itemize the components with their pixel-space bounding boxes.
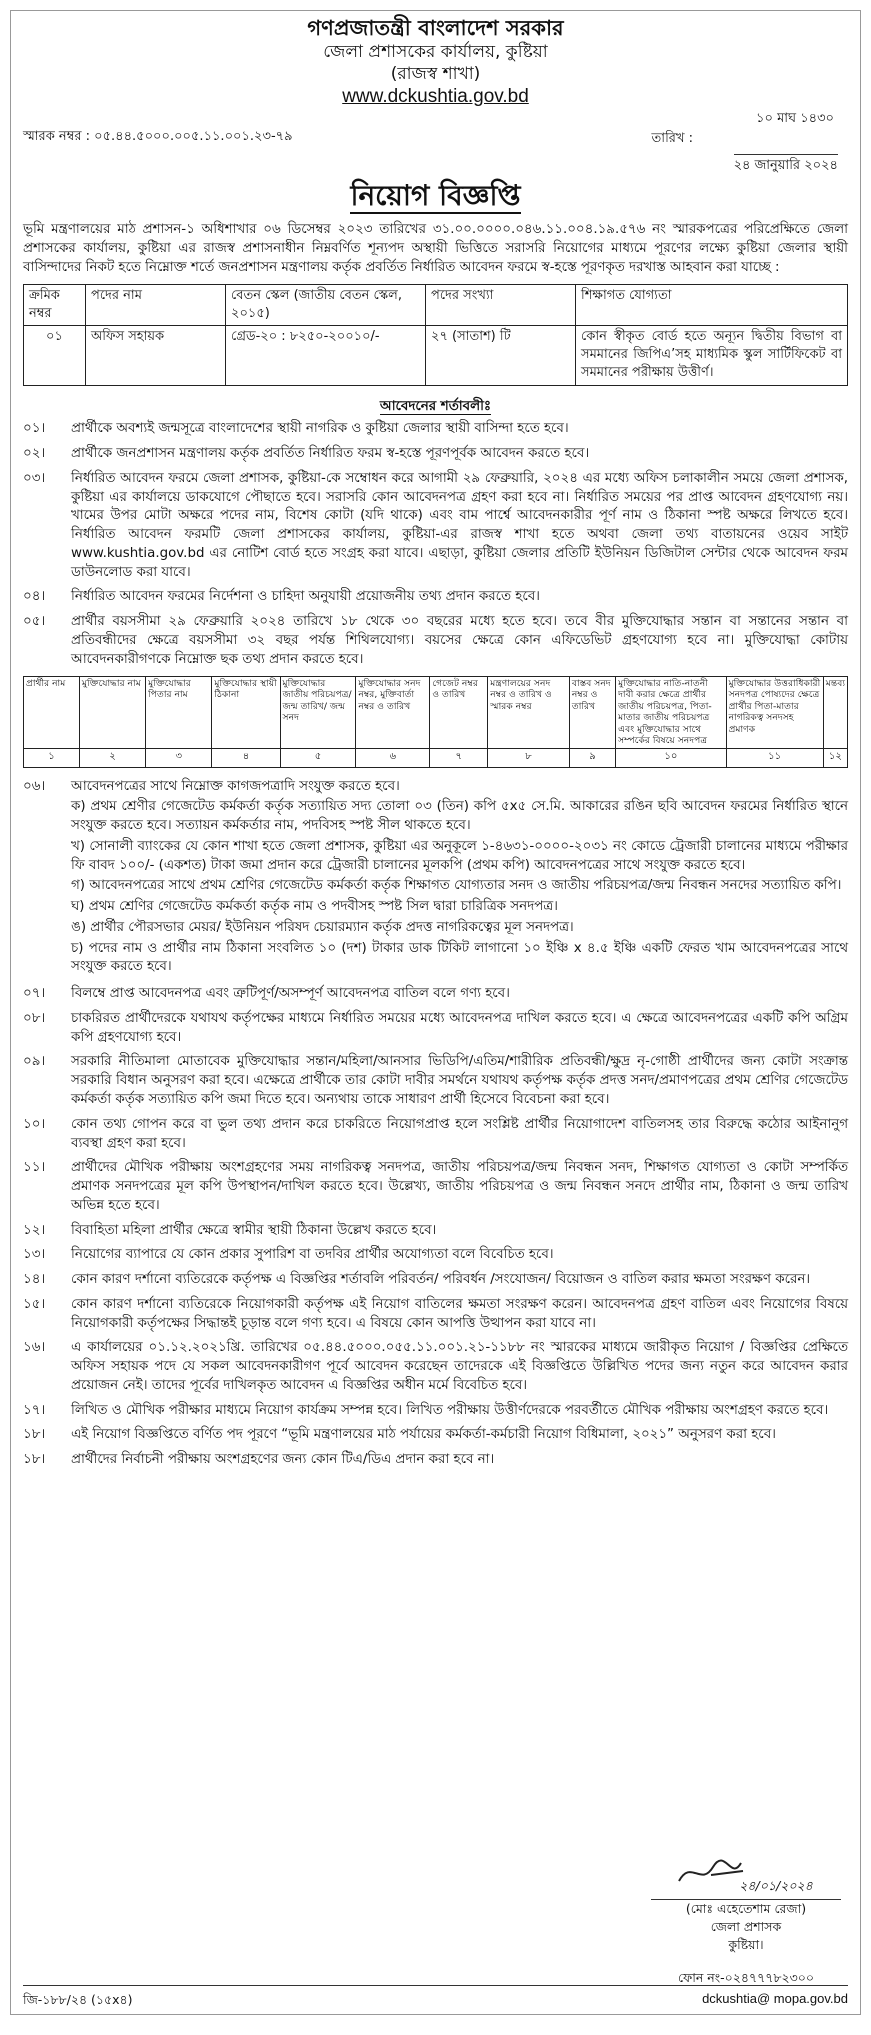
- condition-text: প্রার্থীকে অবশ্যই জন্মসূত্রে বাংলাদেশের স্থায়ী নাগরিক ও কুষ্টিয়া জেলার স্থায়ী বাসিন্দা হতে হবে।: [71, 421, 569, 437]
- post-table-row: [24, 325, 848, 385]
- document-requirement: খ) সোনালী ব্যাংকের যে কোন শাখা হতে জেলা প্রশাসক, কুষ্টিয়া এর অনুকূলে ১-৪৬৩১-০০০০-২০৩১ নং কোডে ট্রেজারী চালানের মাধ্যমে পরীক্ষার ফি বাবদ ১০০/- (একশত) টাকা জমা প্রদান করে ট্রেজারী চালানের মূলকপি (প্রথম কপি) আবেদনপত্রের সাথে সংযুক্ত করতে হবে।: [71, 838, 848, 873]
- condition-text: আবেদনপত্রের সাথে নিম্নোক্ত কাগজপত্রাদি সংযুক্ত করতে হবে।: [71, 778, 400, 794]
- condition-text: বিলম্বে প্রাপ্ত আবেদনপত্র এবং ত্রুটিপূর্ণ/অসম্পূর্ণ আবেদনপত্র বাতিল বলে গণ্য হবে।: [71, 986, 510, 1002]
- index-cell: ১০: [616, 748, 726, 767]
- header-cell: শিক্ষাগত যোগ্যতা: [576, 284, 848, 325]
- condition-item: [23, 588, 848, 607]
- info-header-cell: বাস্তব সনদ নম্বর ও তারিখ: [569, 676, 615, 748]
- condition-number: ০৩।: [23, 470, 46, 486]
- condition-item: [23, 1271, 848, 1290]
- bangla-date: ১০ মাঘ ১৪৩০: [756, 111, 834, 127]
- date-label: তারিখ :: [651, 131, 693, 147]
- qualification-cell: কোন স্বীকৃত বোর্ড হতে অন্যূন দ্বিতীয় বিভাগ বা সমমানের জিপিএ’সহ মাধ্যমিক স্কুল সার্টিফিকেট বা সমমানের পরীক্ষায় উত্তীর্ণ।: [576, 325, 848, 385]
- condition-text: নির্ধারিত আবেদন ফরমের নির্দেশনা ও চাহিদা অনুযায়ী প্রয়োজনীয় তথ্য প্রদান করতে হবে।: [71, 589, 540, 605]
- condition-text: চাকরিরত প্রার্থীদেরকে যথাযথ কর্তৃপক্ষের মাধ্যমে নির্ধারিত সময়ের মধ্যে আবেদনপত্র দাখিল করতে হবে। এ ক্ষেত্রে আবেদনপত্রের একটি কপি অগ্রিম কপি গ্রহণযোগ্য হবে।: [71, 1010, 848, 1045]
- index-cell: ১২: [823, 748, 847, 767]
- info-header-cell: মুক্তিযোদ্ধার জাতীয় পরিচয়পত্র/ জন্ম তারিখ/ জন্ম সনদ: [280, 676, 356, 748]
- signature-date: ২৪/০১/২০২৪: [739, 1878, 813, 1893]
- info-table-index-row: [24, 748, 848, 767]
- government-title: গণপ্রজাতন্ত্রী বাংলাদেশ সরকার: [307, 16, 564, 40]
- info-table-header: [24, 676, 848, 748]
- condition-item: [23, 1296, 848, 1334]
- conditions-list-a: [23, 420, 848, 669]
- website-link[interactable]: www.dckushtia.gov.bd: [342, 86, 529, 108]
- condition-number: ১৬।: [23, 1340, 46, 1356]
- signature-block: [651, 1851, 841, 1987]
- condition-item: [23, 1053, 848, 1109]
- header-cell: পদের নাম: [86, 284, 226, 325]
- notice-title: [23, 176, 848, 215]
- info-header-cell: মুক্তিযোদ্ধার উত্তরাধিকারী সনদপত্র পোষ্যদের ক্ষেত্রে প্রার্থীর পিতা-মাতার নাগরিকত্ব সনদসহ প্রমাণক: [726, 676, 823, 748]
- signatory-place: কুষ্টিয়া।: [728, 1937, 764, 1953]
- footer-divider: [23, 1985, 848, 1986]
- condition-item: [23, 1402, 848, 1421]
- index-cell: ৮: [488, 748, 570, 767]
- condition-item: [23, 613, 848, 669]
- condition-number: ০৯।: [23, 1054, 46, 1070]
- condition-text: বিবাহিতা মহিলা প্রার্থীর ক্ষেত্রে স্বামীর স্থায়ী ঠিকানা উল্লেখ করতে হবে।: [71, 1222, 437, 1238]
- header-cell: পদের সংখ্যা: [426, 284, 576, 325]
- condition-item: [23, 1159, 848, 1215]
- office-name: জেলা প্রশাসকের কার্যালয়, কুষ্টিয়া: [323, 42, 548, 63]
- pay-scale-cell: গ্রেড-২০ : ৮২৫০-২০০১০/-: [226, 325, 426, 385]
- letterhead: [23, 15, 848, 110]
- header-cell: বেতন স্কেল (জাতীয় বেতন স্কেল, ২০১৫): [226, 284, 426, 325]
- index-cell: ৭: [430, 748, 488, 767]
- index-cell: ৬: [356, 748, 430, 767]
- header-cell: ক্রমিক নম্বর: [24, 284, 86, 325]
- condition-text: সরকারি নীতিমালা মোতাবেক মুক্তিযোদ্ধার সন্তান/মহিলা/আনসার ভিডিপি/এতিম/শারীরিক প্রতিবন্ধী/ক্ষুদ্র নৃ-গোষ্ঠী প্রার্থীদের জন্য কোটা সংক্রান্ত সরকারি বিধান অনুসরণ করা হবে। এক্ষেত্রে প্রার্থীকে তার কোটা দাবীর সমর্থনে যথাযথ কর্তৃপক্ষ কর্তৃক প্রদত্ত সনদ/প্রমাণপত্রের প্রথম শ্রেণির গেজেটেড কর্মকর্তা কর্তৃক সত্যায়িত কপি জমা দিতে হবে। অন্যথায় তাকে সাধারণ প্রার্থী হিসেবে বিবেচনা করা হবে।: [71, 1054, 848, 1107]
- condition-number: ১৫।: [23, 1296, 46, 1312]
- condition-number: ১৪।: [23, 1272, 46, 1288]
- info-header-cell: মুক্তিযোদ্ধার নাতি-নাতনী দাবী করার ক্ষেত্রে প্রার্থীর জাতীয় পরিচয়পত্র, পিতা-মাতার জাতীয় পরিচয়পত্র এবং মুক্তিযোদ্ধার সাথে সম্পর্কের বিষয়ে সনদপত্র: [616, 676, 726, 748]
- condition-number: ১৩।: [23, 1247, 46, 1263]
- document-requirement: ঙ) প্রার্থীর পৌরসভার মেয়র/ ইউনিয়ন পরিষদ চেয়ারম্যান কর্তৃক প্রদত্ত নাগরিকত্বের মূল সনদপত্র।: [71, 919, 574, 935]
- gregorian-date: ২৪ জানুয়ারি ২০২৪: [734, 154, 838, 175]
- condition-number: ০৭।: [23, 986, 46, 1002]
- footer-code: জি-১৮৮/২৪ (১৫x৪): [23, 1991, 133, 2007]
- document-requirement: ক) প্রথম শ্রেণীর গেজেটেড কর্মকর্তা কর্তৃক সত্যায়িত সদ্য তোলা ০৩ (তিন) কপি ৫x৫ সে.মি. আকারের রঙিন ছবি আবেদন ফরমের নির্ধারিত স্থানে সংযুক্ত করতে হবে। সত্যায়ন কর্মকর্তার নাম, পদবিসহ স্পষ্ট সীল থাকতে হবে।: [71, 799, 848, 834]
- post-name-cell: অফিস সহায়ক: [86, 325, 226, 385]
- condition-number: ১০।: [23, 1116, 46, 1132]
- index-cell: ৩: [146, 748, 212, 767]
- condition-item: [23, 420, 848, 439]
- condition-item: [23, 445, 848, 464]
- document-requirement: চ) পদের নাম ও প্রার্থীর নাম ঠিকানা সংবলিত ১০ (দশ) টাকার ডাক টিকিট লাগানো ১০ ইঞ্চি x ৪.৫ ইঞ্চি একটি ফেরত খাম আবেদনপত্রের সাথে সংযুক্ত করতে হবে।: [71, 940, 848, 975]
- condition-number: ১১।: [23, 1160, 46, 1176]
- condition-item: [23, 1246, 848, 1265]
- condition-text: এই নিয়োগ বিজ্ঞপ্তিতে বর্ণিত পদ পূরণে “ভূমি মন্ত্রণালয়ের মাঠ পর্যায়ের কর্মকর্তা-কর্মচারী নিয়োগ বিধিমালা, ২০২১” অনুসরণ করা হবে।: [71, 1427, 776, 1443]
- condition-text: প্রার্থীকে জনপ্রশাসন মন্ত্রণালয় কর্তৃক প্রবর্তিত নির্ধারিত ফরম স্ব-হস্তে পূরণপূর্বক আবেদন করতে হবে।: [71, 446, 590, 462]
- info-header-cell: মুক্তিযোদ্ধার সনদ নম্বর, মুক্তিবার্তা নম্বর ও তারিখ: [356, 676, 430, 748]
- notice-page: [10, 10, 861, 2015]
- index-cell: ১১: [726, 748, 823, 767]
- condition-text: কোন কারণ দর্শানো ব্যতিরেকে নিয়োগকারী কর্তৃপক্ষ এই নিয়োগ বাতিলের ক্ষমতা সংরক্ষণ করেন। আবেদনপত্র গ্রহণ বাতিল এবং নিয়োগের বিষয়ে নিয়োগকারী কর্তৃপক্ষের সিদ্ধান্তই চূড়ান্ত বলে গণ্য হবে। এ বিষয়ে কোন আপত্তি উত্থাপন করা যাবে না।: [71, 1296, 848, 1331]
- conditions-title-text: আবেদনের শর্তাবলীঃ: [379, 398, 492, 414]
- conditions-title: [23, 398, 848, 417]
- signatory-designation: জেলা প্রশাসক: [710, 1919, 782, 1935]
- memo-number: স্মারক নম্বর : ০৫.৪৪.৫০০০.০০৫.১১.০০১.২৩-৭৯: [23, 129, 293, 145]
- index-cell: ১: [24, 748, 80, 767]
- info-header-cell: মুক্তিযোদ্ধার নাম: [79, 676, 145, 748]
- condition-number: ০৫।: [23, 614, 46, 630]
- condition-number: ০৮।: [23, 1010, 46, 1026]
- index-cell: ৯: [569, 748, 615, 767]
- intro-paragraph: ভূমি মন্ত্রণালয়ের মাঠ প্রশাসন-১ অধিশাখার ০৬ ডিসেম্বর ২০২৩ তারিখের ৩১.০০.০০০০.০৪৬.১১.০০৪.১৯.৫৭৬ নং স্মারকপত্রের পরিপ্রেক্ষিতে জেলা প্রশাসকের কার্যালয়, কুষ্টিয়া এর রাজস্ব প্রশাসনাধীন নিম্নবর্ণিত শূন্যপদ অস্থায়ী ভিত্তিতে সরাসরি নিয়োগের মাধ্যমে পূরণের লক্ষ্যে কুষ্টিয়া জেলার স্থায়ী বাসিন্দাদের নিকট হতে নিম্নোক্ত শর্তে জনপ্রশাসন মন্ত্রণালয় কর্তৃক প্রবর্তিত নির্ধারিত আবেদন ফরমে স্ব-হস্তে পূরণকৃত দরখাস্ত আহবান করা যাচ্ছে :: [23, 222, 848, 275]
- condition-item: [23, 1426, 848, 1445]
- condition-item: [23, 1116, 848, 1154]
- condition-text: এ কার্যালয়ের ০১.১২.২০২১খ্রি. তারিখের ০৫.৪৪.৫০০০.০৫৫.১১.০০১.২১-১১৮৮ নং স্মারকের মাধ্যমে জারীকৃত নিয়োগ / বিজ্ঞপ্তির প্রেক্ষিতে অফিস সহায়ক পদে যে সকল আবেদনকারীগণ পূর্বে আবেদন করেছেন তাদেরকে এই বিজ্ঞপ্তিতে উল্লিখিত পদের জন্য নতুন করে আবেদন করার প্রয়োজন নেই। তাদের পূর্বের দাখিলকৃত আবেদন এ বিজ্ঞপ্তির অধীন মর্মে বিবেচিত হবে।: [71, 1340, 848, 1393]
- section-name: (রাজস্ব শাখা): [390, 64, 481, 85]
- info-header-cell: মন্ত্রণালয়ের সনদ নম্বর ও তারিখ ও স্মারক নম্বর: [488, 676, 570, 748]
- reference-row: [23, 110, 848, 172]
- condition-number: ১৮।: [23, 1452, 46, 1468]
- info-header-cell: মুক্তিযোদ্ধার স্থায়ী ঠিকানা: [212, 676, 280, 748]
- condition-number: ০২।: [23, 446, 46, 462]
- condition-text: কোন কারণ দর্শানো ব্যতিরেকে কর্তৃপক্ষ এ বিজ্ঞপ্তির শর্তাবলি পরিবর্তন/ পরিবর্ধন /সংযোজন/ বিয়োজন ও বাতিল করার ক্ষমতা সংরক্ষণ করেন।: [71, 1272, 811, 1288]
- footer-email[interactable]: dckushtia@ mopa.gov.bd: [702, 1990, 848, 2006]
- freedom-fighter-info-table: [23, 676, 848, 768]
- condition-body: [71, 778, 848, 980]
- post-table: [23, 284, 848, 386]
- notice-title-text: নিয়োগ বিজ্ঞপ্তি: [350, 179, 521, 213]
- index-cell: ৪: [212, 748, 280, 767]
- condition-text: নিয়োগের ব্যাপারে যে কোন প্রকার সুপারিশ বা তদবির প্রার্থীর অযোগ্যতা বলে বিবেচিত হবে।: [71, 1247, 554, 1263]
- serial-cell: ০১: [24, 325, 86, 385]
- condition-item: [23, 470, 848, 583]
- document-requirement: গ) আবেদনপত্রের সাথে প্রথম শ্রেণির গেজেটেড কর্মকর্তা কর্তৃক শিক্ষাগত যোগ্যতার সনদ ও জাতীয় পরিচয়পত্র/জন্ম নিবন্ধন সনদের সত্যায়িত কপি।: [71, 878, 842, 894]
- condition-item: [23, 1339, 848, 1395]
- condition-item: [23, 985, 848, 1004]
- condition-item: [23, 1222, 848, 1241]
- condition-number: ১৭।: [23, 1402, 46, 1418]
- condition-number: ১৮।: [23, 1427, 46, 1443]
- condition-text: প্রার্থীদের নির্বাচনী পরীক্ষায় অংশগ্রহণের জন্য কোন টিএ/ডিএ প্রদান করা হবে না।: [71, 1452, 495, 1468]
- condition-item: [23, 1010, 848, 1048]
- condition-text: লিখিত ও মৌখিক পরীক্ষার মাধ্যমে নিয়োগ কার্যক্রম সম্পন্ন হবে। লিখিত পরীক্ষায় উত্তীর্ণদেরকে পরবর্তীতে মৌখিক পরীক্ষায় অংশগ্রহণ করতে হবে।: [71, 1402, 829, 1418]
- condition-text: নির্ধারিত আবেদন ফরমে জেলা প্রশাসক, কুষ্টিয়া-কে সম্বোধন করে আগামী ২৯ ফেব্রুয়ারি, ২০২৪ এর মধ্যে অফিস চলাকালীন সময়ে জেলা প্রশাসক, কুষ্টিয়া এর কার্যালয়ে ডাকযোগে পৌছাতে হবে। সরাসরি কোন আবেদনপত্র গ্রহণ করা হবে না। নির্ধারিত সময়ের পর প্রাপ্ত আবেদন গ্রহণযোগ্য নয়। খামের উপর মোটা অক্ষরে পদের নাম, বিশেষ কোটা (যদি থাকে) এবং বাম পার্শ্বে আবেদনকারীর পূর্ণ নাম ও ঠিকানা স্পষ্ট অক্ষরে লিখতে হবে। নির্ধারিত আবেদন ফরমটি জেলা প্রশাসকের কার্যালয়, কুষ্টিয়া-এর রাজস্ব শাখা হতে অথবা জেলা তথ্য বাতায়নের ওয়েব সাইট www.kushtia.gov.bd এর নোটিশ বোর্ড হতে সংগ্রহ করা যাবে। এছাড়া, কুষ্টিয়া জেলার প্রতিটি ইউনিয়ন ডিজিটাল সেন্টার থেকে আবেদন ফরম ডাউনলোড করা যাবে।: [71, 470, 848, 580]
- info-header-cell: প্রার্থীর নাম: [24, 676, 80, 748]
- index-cell: ২: [79, 748, 145, 767]
- condition-number: ০৪।: [23, 589, 46, 605]
- document-requirement: ঘ) প্রথম শ্রেণির গেজেটেড কর্মকর্তা কর্তৃক নাম ও পদবীসহ স্পষ্ট সিল দ্বারা চারিত্রিক সনদপত্র।: [71, 899, 558, 915]
- info-header-cell: মন্তব্য: [823, 676, 847, 748]
- condition-text: কোন তথ্য গোপন করে বা ভুল তথ্য প্রদান করে চাকরিতে নিয়োগপ্রাপ্ত হলে সংশ্লিষ্ট প্রার্থীর নিয়োগাদেশ বাতিলসহ তার বিরুদ্ধে কঠোর আইনানুগ ব্যবস্থা গ্রহণ করা হবে।: [71, 1116, 848, 1151]
- condition-text: প্রার্থীদের মৌখিক পরীক্ষায় অংশগ্রহণের সময় নাগরিকত্ব সনদপত্র, জাতীয় পরিচয়পত্র/জন্ম নিবন্ধন সনদ, শিক্ষাগত যোগ্যতা ও কোটা সম্পর্কিত প্রমাণক সনদপত্রের মূল কপি উপস্থাপন/দাখিল করতে হবে। উল্লেখ্য, জাতীয় পরিচয়পত্র ও জন্ম নিবন্ধন সনদে প্রার্থীর নাম, ঠিকানা ও জন্ম তারিখ অভিন্ন হতে হবে।: [71, 1160, 848, 1213]
- index-cell: ৫: [280, 748, 356, 767]
- condition-number: ০১।: [23, 421, 46, 437]
- post-count-cell: ২৭ (সাতাশ) টি: [426, 325, 576, 385]
- info-header-cell: গেজেট নম্বর ও তারিখ: [430, 676, 488, 748]
- condition-text: প্রার্থীর বয়সসীমা ২৯ ফেব্রুয়ারি ২০২৪ তারিখে ১৮ থেকে ৩০ বছরের মধ্যে হতে হবে। তবে বীর মুক্তিযোদ্ধার সন্তান বা সন্তানের সন্তান বা প্রতিবন্ধীদের ক্ষেত্রে বয়সসীমা ৩২ বছর পর্যন্ত শিথিলযোগ্য। বয়সের ক্ষেত্রে কোন এফিডেভিট গ্রহণযোগ্য হবে না। মুক্তিযোদ্ধা কোটায় আবেদনকারীগণকে নিম্নোক্ত ছক তথ্য প্রদান করতে হবে।: [71, 614, 848, 667]
- post-table-header: [24, 284, 848, 325]
- info-header-cell: মুক্তিযোদ্ধার পিতার নাম: [146, 676, 212, 748]
- office-phone: ফোন নং-০২৪৭৭৭৮২৩০০: [678, 1969, 814, 1985]
- conditions-list-b: [23, 985, 848, 1470]
- signatory-name: (মোঃ এহেতেশাম রেজা): [651, 1899, 841, 1918]
- condition-item: [23, 778, 848, 980]
- condition-number: ১২।: [23, 1222, 46, 1238]
- condition-number: ০৬।: [23, 778, 46, 794]
- condition-item: [23, 1451, 848, 1470]
